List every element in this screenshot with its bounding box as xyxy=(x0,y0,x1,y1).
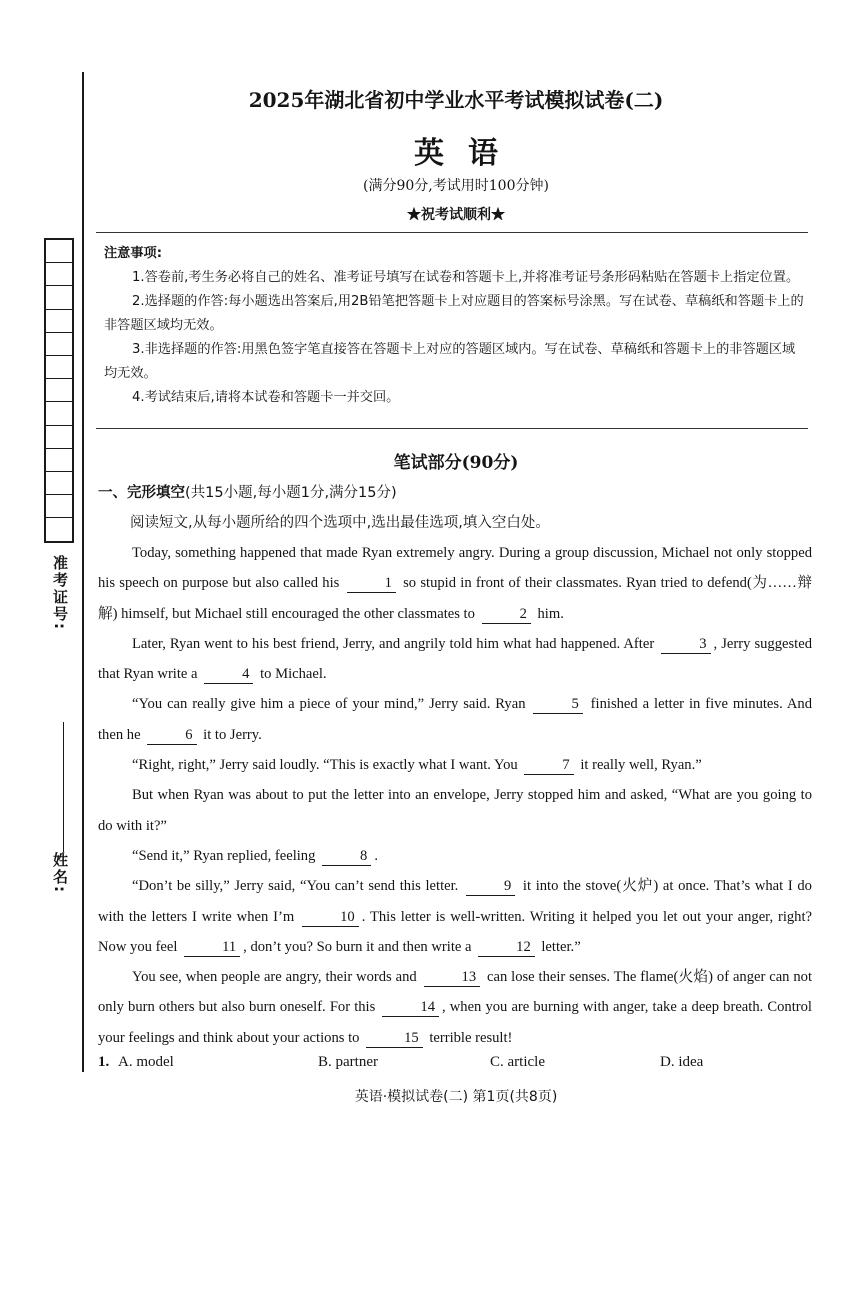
section-title: 笔试部分(90分) xyxy=(393,453,519,473)
notice-item: 3.非选择题的作答:用黑色签字笔直接答在答题卡上对应的答题区域内。写在试卷、草稿纸和答题卡上的非答题区域均无效。 xyxy=(104,342,796,381)
blank-10: 10 xyxy=(302,909,359,927)
exam-number-label: 准考证号: xyxy=(51,555,69,631)
blank-9: 9 xyxy=(466,878,515,896)
passage-paragraph: “Send it,” Ryan replied, feeling 8 . xyxy=(132,847,378,864)
name-write-line xyxy=(63,722,64,852)
exam-number-cell xyxy=(46,518,72,541)
passage-paragraph: “You can really give him a piece of your mind,” Jerry said. Ryan 5 finished a letter in five minutes. And then he 6 it to Jerry. xyxy=(98,696,812,743)
passage-paragraph: You see, when people are angry, their words and 13 can lose their senses. The flame(火焰) of anger can not only burn others but also burn oneself. For this 14 , when you are burning with anger, take a deep breath. Control your feelings and think about your actions to 15 terrible result! xyxy=(98,969,812,1046)
exam-number-cell xyxy=(46,263,72,286)
option-a: A. model xyxy=(118,1054,174,1070)
part-name: 一、完形填空 xyxy=(98,485,185,501)
divider-bottom xyxy=(96,428,808,429)
exam-number-cell xyxy=(46,472,72,495)
option-d: D. idea xyxy=(660,1054,704,1070)
notice-item: 2.选择题的作答:每小题选出答案后,用2B铅笔把答题卡上对应题目的答案标号涂黑。写在试卷、草稿纸和答题卡上的非答题区域均无效。 xyxy=(104,294,804,333)
exam-title: 2025年湖北省初中学业水平考试模拟试卷(二) xyxy=(248,88,664,112)
blank-1: 1 xyxy=(347,575,396,593)
option-b: B. partner xyxy=(318,1054,378,1070)
blank-7: 7 xyxy=(524,757,573,775)
exam-number-grid xyxy=(44,238,74,543)
blank-11: 11 xyxy=(184,939,240,957)
exam-number-cell xyxy=(46,402,72,425)
exam-number-cell xyxy=(46,310,72,333)
blank-15: 15 xyxy=(366,1030,423,1048)
exam-number-cell xyxy=(46,286,72,309)
good-luck-text: ★祝考试顺利★ xyxy=(407,207,505,223)
passage-paragraph: But when Ryan was about to put the letter into an envelope, Jerry stopped him and asked, “What are you going to do with it?” xyxy=(98,787,812,834)
blank-14: 14 xyxy=(382,999,439,1017)
option-c: C. article xyxy=(490,1054,545,1070)
blank-6: 6 xyxy=(147,727,196,745)
binding-margin-line xyxy=(82,72,84,1072)
subject-title: 英语 xyxy=(414,136,522,171)
exam-number-cell xyxy=(46,333,72,356)
passage-paragraph: “Right, right,” Jerry said loudly. “This is exactly what I want. You 7 it really well, Ryan.” xyxy=(132,757,702,774)
part-title xyxy=(98,481,397,502)
passage-paragraph: Later, Ryan went to his best friend, Jerry, and angrily told him what had happened. After 3 , Jerry suggested that Ryan write a 4 to Michael. xyxy=(98,635,812,683)
exam-number-cell xyxy=(46,240,72,263)
part-desc: (共15小题,每小题1分,满分15分) xyxy=(185,485,397,501)
question-number: 1. xyxy=(98,1054,110,1070)
exam-number-cell xyxy=(46,426,72,449)
notice-title: 注意事项: xyxy=(104,246,163,261)
blank-4: 4 xyxy=(204,666,253,684)
exam-number-cell xyxy=(46,449,72,472)
exam-number-cell xyxy=(46,495,72,518)
instruction: 阅读短文,从每小题所给的四个选项中,选出最佳选项,填入空白处。 xyxy=(130,515,550,531)
exam-number-cell xyxy=(46,379,72,402)
blank-3: 3 xyxy=(661,636,710,654)
passage-paragraph: “Don’t be silly,” Jerry said, “You can’t send this letter. 9 it into the stove(火炉) at once. That’s what I do with the letters I write when I’m 10 . This letter is well-written. Writing it helped you let out your anger, right? Now you feel 11 , don’t you? So burn it and then write a 12 letter.” xyxy=(98,878,813,955)
blank-12: 12 xyxy=(478,939,535,957)
blank-2: 2 xyxy=(482,606,531,624)
blank-8: 8 xyxy=(322,848,371,866)
blank-5: 5 xyxy=(533,696,582,714)
page-footer: 英语·模拟试卷(二) 第1页(共8页) xyxy=(354,1089,558,1105)
passage-paragraph: Today, something happened that made Ryan extremely angry. During a group discussion, Michael not only stopped his speech on purpose but also called his 1 so stupid in front of their classmates. Ryan tried to defend(为……辩解) himself, but Michael still encouraged the other classmates to 2 him. xyxy=(98,545,812,622)
notice-item: 4.考试结束后,请将本试卷和答题卡一并交回。 xyxy=(132,390,400,405)
cloze-passage xyxy=(98,538,812,1053)
name-label: 姓名: xyxy=(51,852,69,894)
score-info: (满分90分,考试用时100分钟) xyxy=(363,178,549,194)
notice-block xyxy=(104,242,808,410)
exam-number-cell xyxy=(46,356,72,379)
divider-top xyxy=(96,232,808,233)
blank-13: 13 xyxy=(424,969,481,987)
notice-item: 1.答卷前,考生务必将自己的姓名、准考证号填写在试卷和答题卡上,并将准考证号条形码粘贴在答题卡上指定位置。 xyxy=(132,270,800,285)
